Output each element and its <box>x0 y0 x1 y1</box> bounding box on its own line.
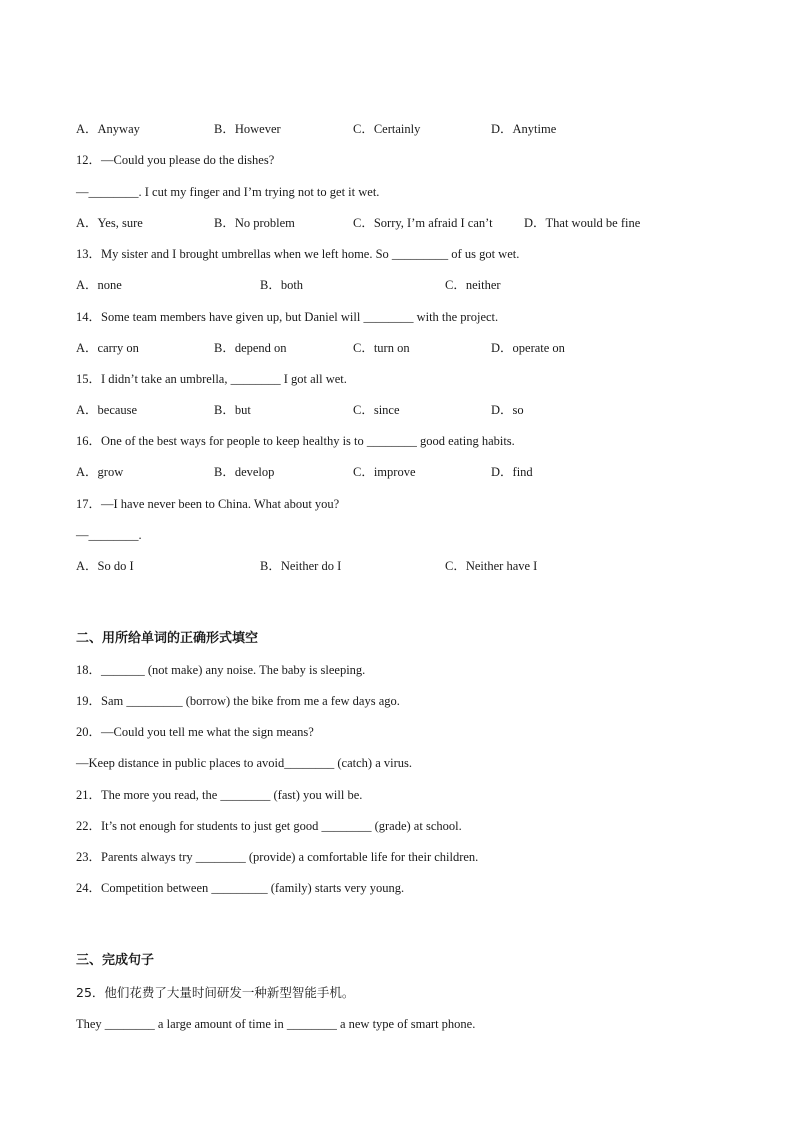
q12-option-b[interactable]: B．No problem <box>214 216 295 230</box>
q20-item: 20．—Could you tell me what the sign means? <box>76 725 314 739</box>
q12-reply: —________. I cut my finger and I’m trying not to get it wet. <box>76 185 380 199</box>
q21-item: 21．The more you read, the ________ (fast) you will be. <box>76 788 363 802</box>
q14-option-c[interactable]: C．turn on <box>353 341 410 355</box>
q15-option-a[interactable]: A．because <box>76 403 138 417</box>
q14-option-b[interactable]: B．depend on <box>214 341 287 355</box>
q13-option-b[interactable]: B．both <box>260 278 304 292</box>
q17-option-b[interactable]: B．Neither do I <box>260 559 342 573</box>
q20-reply: —Keep distance in public places to avoid________ (catch) a virus. <box>76 756 413 770</box>
q15-option-c[interactable]: C．since <box>353 403 400 417</box>
q15-stem: 15．I didn’t take an umbrella, ________ I got all wet. <box>76 372 347 386</box>
q17-reply: —________. <box>76 528 142 542</box>
q16-stem: 16．One of the best ways for people to keep healthy is to ________ good eating habits. <box>76 434 515 448</box>
q25-english-sentence: They ________ a large amount of time in ________ a new type of smart phone. <box>76 1017 476 1031</box>
q24-item: 24．Competition between _________ (family) starts very young. <box>76 881 405 895</box>
q16-option-c[interactable]: C．improve <box>353 465 416 479</box>
section-2-heading: 二、用所给单词的正确形式填空 <box>76 631 259 646</box>
q12-option-a[interactable]: A．Yes, sure <box>76 216 143 230</box>
q12-option-c[interactable]: C．Sorry, I’m afraid I can’t <box>353 216 493 230</box>
q18-item: 18．_______ (not make) any noise. The baby is sleeping. <box>76 663 366 677</box>
q17-option-a[interactable]: A．So do I <box>76 559 134 573</box>
q22-item: 22．It’s not enough for students to just get good ________ (grade) at school. <box>76 819 462 833</box>
q25-chinese-prompt: 25．他们花费了大量时间研发一种新型智能手机。 <box>76 985 355 1000</box>
section-3-heading: 三、完成句子 <box>76 953 155 968</box>
q11-option-c[interactable]: C．Certainly <box>353 122 421 136</box>
q11-option-d[interactable]: D．Anytime <box>491 122 557 136</box>
q15-option-d[interactable]: D．so <box>491 403 524 417</box>
q16-option-b[interactable]: B．develop <box>214 465 275 479</box>
q16-option-a[interactable]: A．grow <box>76 465 124 479</box>
q17-stem: 17．—I have never been to China. What about you? <box>76 497 340 511</box>
q11-option-b[interactable]: B．However <box>214 122 281 136</box>
q19-item: 19．Sam _________ (borrow) the bike from me a few days ago. <box>76 694 400 708</box>
q11-option-a[interactable]: A．Anyway <box>76 122 140 136</box>
q15-option-b[interactable]: B．but <box>214 403 251 417</box>
q13-option-c[interactable]: C．neither <box>445 278 501 292</box>
q12-stem: 12．—Could you please do the dishes? <box>76 153 275 167</box>
q14-option-d[interactable]: D．operate on <box>491 341 565 355</box>
q16-option-d[interactable]: D．find <box>491 465 533 479</box>
q17-option-c[interactable]: C．Neither have I <box>445 559 538 573</box>
q13-stem: 13．My sister and I brought umbrellas when we left home. So _________ of us got wet. <box>76 247 520 261</box>
q12-option-d[interactable]: D．That would be fine <box>524 216 641 230</box>
q14-stem: 14．Some team members have given up, but Daniel will ________ with the project. <box>76 310 499 324</box>
q23-item: 23．Parents always try ________ (provide) a comfortable life for their children. <box>76 850 479 864</box>
q14-option-a[interactable]: A．carry on <box>76 341 139 355</box>
q13-option-a[interactable]: A．none <box>76 278 122 292</box>
